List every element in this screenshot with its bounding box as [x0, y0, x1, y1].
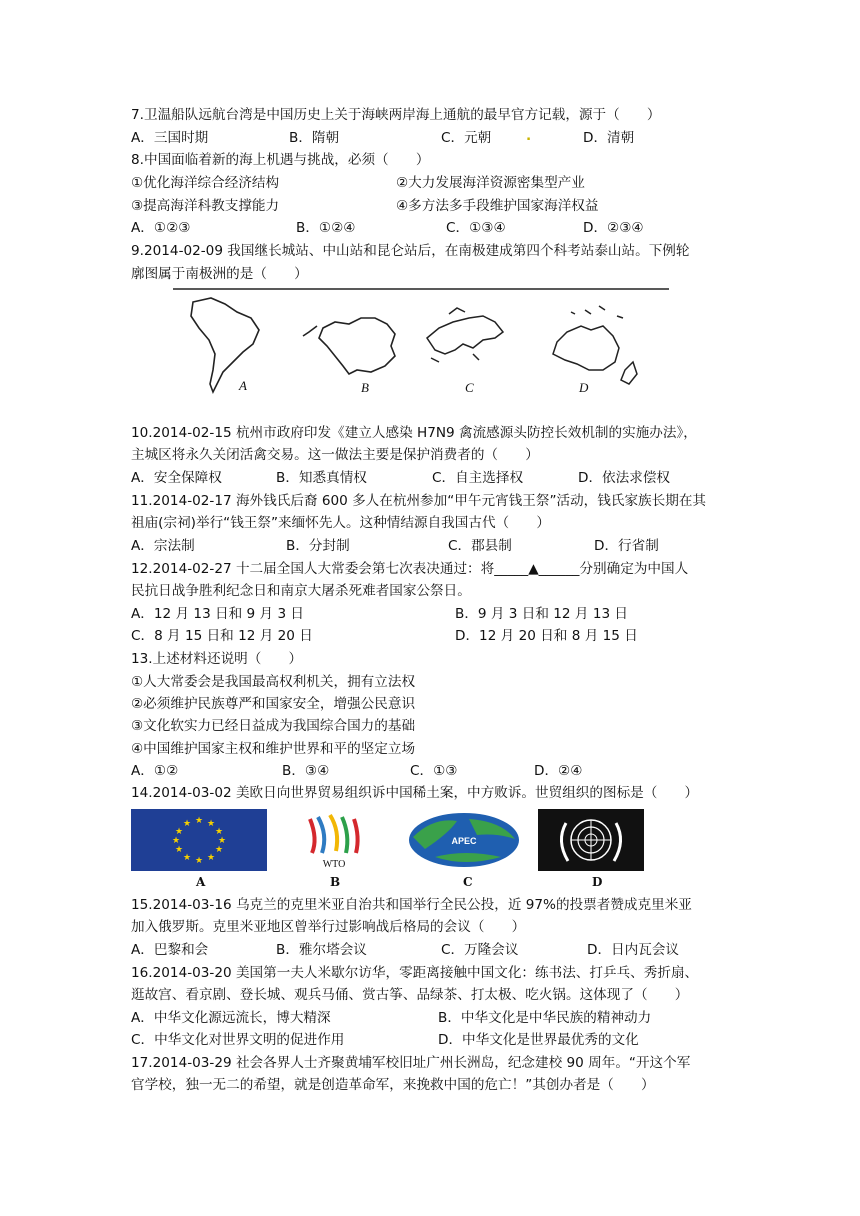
q15-option-a: A．巴黎和会 — [131, 942, 209, 958]
q10-option-c: C．自主选择权 — [432, 470, 524, 486]
q17-stem-line2: 官学校，独一无二的希望，就是创造革命军，来挽救中国的危亡！”其创办者是（ ） — [131, 1077, 655, 1093]
q12-stem-line1: 12.2014-02-27 十二届全国人大常委会第七次表决通过：将_____▲______分别确定为中国人 — [131, 561, 689, 577]
q10-option-d: D．依法求偿权 — [578, 470, 671, 486]
q8-option-d: D．②③④ — [583, 220, 644, 236]
q13-item-1: ①人大常委会是我国最高权利机关，拥有立法权 — [131, 674, 416, 690]
q15-option-b: B．雅尔塔会议 — [276, 942, 367, 958]
q8-stem: 8.中国面临着新的海上机遇与挑战，必须（ ） — [131, 152, 430, 168]
logo-label-c: C — [463, 875, 473, 889]
q7-option-d: D．清朝 — [583, 130, 635, 146]
q8-option-b: B．①②④ — [296, 220, 356, 236]
svg-text:★: ★ — [217, 836, 227, 846]
svg-text:★: ★ — [214, 827, 224, 837]
q15-option-c: C．万隆会议 — [441, 942, 519, 958]
q10-stem-line2: 主城区将永久关闭活禽交易。这一做法主要是保护消费者的（ ） — [131, 447, 539, 463]
south-america-outline — [191, 298, 259, 392]
q15-option-d: D．日内瓦会议 — [587, 942, 680, 958]
svg-text:★: ★ — [174, 827, 184, 837]
q8-item-3: ③提高海洋科教支撑能力 — [131, 198, 280, 214]
q13-option-d: D．②④ — [534, 763, 583, 779]
svg-text:★: ★ — [174, 845, 184, 855]
q11-option-d: D．行省制 — [594, 538, 659, 554]
q14-stem: 14.2014-03-02 美欧日向世界贸易组织诉中国稀土案，中方败诉。世贸组织的图标是（ ） — [131, 785, 699, 801]
q8-item-4: ④多方法多手段维护国家海洋权益 — [396, 198, 599, 214]
q8-option-c: C．①③④ — [446, 220, 506, 236]
q13-option-a: A．①② — [131, 763, 179, 779]
svg-text:★: ★ — [171, 836, 181, 846]
q7-option-c: C．元朝 — [441, 130, 492, 146]
q12-option-c: C．8 月 15 日和 12 月 20 日 — [131, 628, 313, 644]
svg-text:★: ★ — [182, 853, 192, 863]
continent-outline-maps — [173, 288, 669, 400]
map-label-d: D — [579, 380, 589, 395]
q13-item-4: ④中国维护国家主权和维护世界和平的坚定立场 — [131, 741, 416, 757]
wto-text: WTO — [322, 859, 346, 870]
q7-option-a: A．三国时期 — [131, 130, 209, 146]
q12-stem-line2: 民抗日战争胜利纪念日和南京大屠杀死难者国家公祭日。 — [131, 583, 471, 599]
un-logo — [538, 809, 644, 871]
q10-option-a: A．安全保障权 — [131, 470, 222, 486]
q10-option-b: B．知悉真情权 — [276, 470, 367, 486]
q11-option-a: A．宗法制 — [131, 538, 195, 554]
q17-stem-line1: 17.2014-03-29 社会各界人士齐聚黄埔军校旧址广州长洲岛，纪念建校 90 周年。“开这个军 — [131, 1055, 691, 1071]
q15-stem-line1: 15.2014-03-16 乌克兰的克里米亚自治共和国举行全民公投，近 97%的投票者赞成克里米亚 — [131, 897, 692, 913]
q9-stem-line2: 廓图属于南极洲的是（ ） — [131, 266, 308, 282]
q10-stem-line1: 10.2014-02-15 杭州市政府印发《建立人感染 H7N9 禽流感源头防控长效机制的实施办法》， — [131, 425, 697, 441]
map-label-c: C — [465, 380, 474, 395]
svg-text:★: ★ — [214, 845, 224, 855]
q13-stem: 13.上述材料还说明（ ） — [131, 651, 303, 667]
q12-option-a: A．12 月 13 日和 9 月 3 日 — [131, 606, 305, 622]
map-label-b: B — [361, 380, 369, 395]
q16-stem-line1: 16.2014-03-20 美国第一夫人米歇尔访华，零距离接触中国文化：练书法、打乒乓、秀折扇、 — [131, 965, 699, 981]
q12-option-d: D．12 月 20 日和 8 月 15 日 — [455, 628, 638, 644]
europe-outline — [427, 308, 503, 362]
q11-option-c: C．郡县制 — [448, 538, 512, 554]
q11-stem-line1: 11.2014-02-17 海外钱氏后裔 600 多人在杭州参加“甲午元宵钱王祭”活动，钱氏家族长期在其 — [131, 493, 707, 509]
logo-label-b: B — [330, 875, 341, 889]
svg-text:★: ★ — [206, 853, 216, 863]
dot-mark: . — [526, 128, 532, 144]
q16-option-b: B．中华文化是中华民族的精神动力 — [438, 1010, 652, 1026]
q13-option-c: C．①③ — [410, 763, 458, 779]
map-label-a: A — [239, 378, 247, 393]
q11-option-b: B．分封制 — [286, 538, 350, 554]
svg-text:★: ★ — [194, 816, 204, 826]
eu-flag-logo — [131, 809, 267, 871]
q9-stem-line1: 9.2014-02-09 我国继长城站、中山站和昆仑站后，在南极建成第四个科考站泰山站。下例轮 — [131, 243, 690, 259]
q13-item-3: ③文化软实力已经日益成为我国综合国力的基础 — [131, 718, 416, 734]
oceania-outline — [553, 306, 637, 384]
q16-option-c: C．中华文化对世界文明的促进作用 — [131, 1032, 345, 1048]
q16-option-d: D．中华文化是世界最优秀的文化 — [438, 1032, 639, 1048]
svg-text:★: ★ — [182, 819, 192, 829]
q12-option-b: B．9 月 3 日和 12 月 13 日 — [455, 606, 629, 622]
q7-option-b: B．隋朝 — [289, 130, 340, 146]
logo-label-d: D — [592, 875, 603, 889]
apec-logo — [405, 809, 523, 871]
svg-text:★: ★ — [194, 856, 204, 866]
q15-stem-line2: 加入俄罗斯。克里米亚地区曾举行过影响战后格局的会议（ ） — [131, 919, 526, 935]
q8-item-1: ①优化海洋综合经济结构 — [131, 175, 280, 191]
wto-logo — [296, 809, 376, 871]
q16-option-a: A．中华文化源远流长，博大精深 — [131, 1010, 331, 1026]
svg-text:★: ★ — [206, 819, 216, 829]
q8-item-2: ②大力发展海洋资源密集型产业 — [396, 175, 585, 191]
q8-option-a: A．①②③ — [131, 220, 191, 236]
q13-option-b: B．③④ — [282, 763, 330, 779]
antarctica-outline — [303, 318, 395, 374]
logo-label-a: A — [196, 875, 206, 889]
apec-text: APEC — [451, 836, 477, 846]
q16-stem-line2: 逛故宫、看京剧、登长城、观兵马俑、赏古筝、品绿茶、打太极、吃火锅。这体现了（ ） — [131, 987, 689, 1003]
q13-item-2: ②必须维护民族尊严和国家安全，增强公民意识 — [131, 696, 416, 712]
q11-stem-line2: 祖庙(宗祠)举行“钱王祭”来缅怀先人。这种情结源自我国古代（ ） — [131, 515, 550, 531]
q7-stem: 7.卫温船队远航台湾是中国历史上关于海峡两岸海上通航的最早官方记载，源于（ ） — [131, 107, 661, 123]
